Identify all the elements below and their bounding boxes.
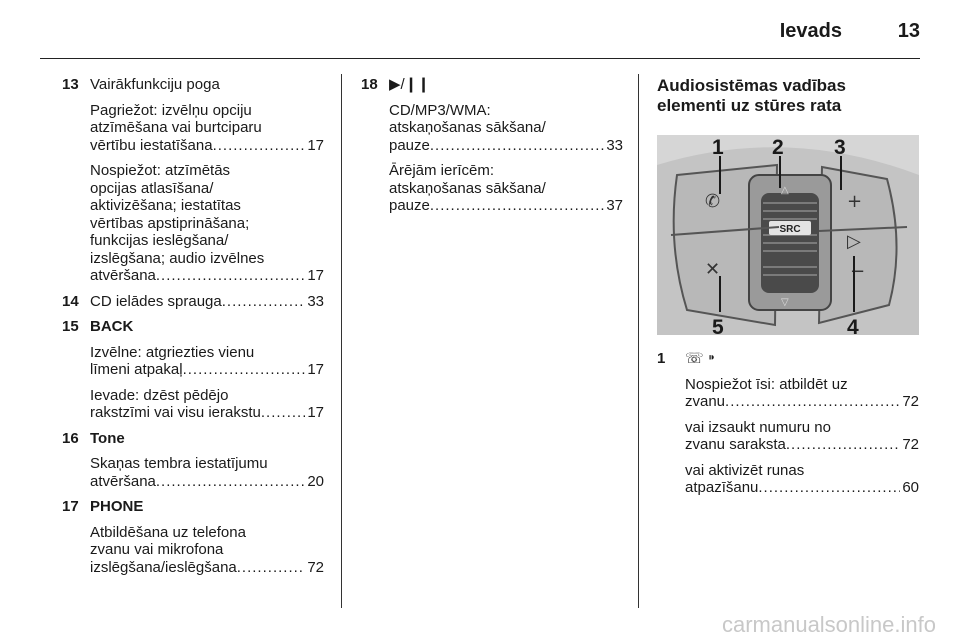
header-rule [40, 58, 920, 59]
entry-paragraph [685, 419, 919, 454]
callout-label-2: 2 [772, 136, 784, 159]
leader-text: atpazīšanu [685, 479, 759, 496]
callout-label-5: 5 [712, 316, 724, 339]
entry-number: 1 [657, 350, 666, 367]
entry-paragraph [389, 102, 623, 155]
leader-line [90, 404, 324, 422]
section-heading: Audiosistēmas vadības elementi uz stūres rata [657, 76, 846, 115]
paragraph-line: vai izsaukt numuru no [685, 418, 831, 436]
paragraph-line: vai aktivizēt runas [685, 461, 805, 479]
leader-dots [430, 137, 604, 155]
entry-number: 15 [62, 318, 79, 335]
entry-title: ▶/❙❙ [389, 76, 430, 93]
next-icon: ▷ [847, 231, 861, 252]
paragraph-line: zvanu vai mikrofona [90, 541, 224, 558]
paragraph-line: Atbildēšana uz telefona [90, 523, 246, 541]
watermark: carmanualsonline.info [721, 612, 936, 637]
entry-title: Vairākfunkciju poga [90, 76, 220, 93]
right-column [657, 76, 919, 116]
leader-dots [156, 473, 305, 491]
leader-line [90, 293, 324, 311]
middle-column [361, 76, 623, 215]
column-divider-right [638, 74, 639, 608]
leader-dots [725, 393, 900, 411]
entry-paragraph [90, 387, 324, 422]
page-reference: 17 [307, 267, 324, 284]
entry-number: 16 [62, 429, 79, 447]
leader-line [389, 197, 623, 215]
leader-line [389, 137, 623, 155]
paragraph-line: Pagriežot: izvēlņu opciju [90, 101, 252, 119]
leader-text: līmeni atpakaļ [90, 361, 183, 378]
entry-paragraph [90, 524, 324, 577]
leader-line [90, 559, 324, 577]
leader-line [90, 137, 324, 155]
entry-number: 13 [62, 76, 79, 93]
leader-text: zvanu saraksta [685, 436, 786, 453]
paragraph-line: Ievade: dzēst pēdējo [90, 386, 229, 404]
leader-dots [786, 436, 900, 454]
callout-overlay [657, 128, 919, 343]
entry-item [62, 318, 324, 422]
leader-dots [261, 404, 305, 422]
phone-icon: ✆ [705, 191, 721, 212]
page-number: 13 [897, 20, 920, 42]
page-reference: 37 [606, 197, 623, 214]
paragraph-line: Nospiežot: atzīmētās [90, 162, 231, 179]
entry-title: BACK [90, 318, 134, 335]
entry-item [62, 498, 324, 576]
paragraph-line: izslēgšana; audio izvēlnes [90, 249, 265, 267]
leader-line [685, 393, 919, 411]
leader-line [685, 479, 919, 497]
page-reference: 72 [902, 393, 919, 410]
page-reference: 72 [307, 558, 324, 576]
paragraph-line: Izvēlne: atgriezties vienu [90, 343, 255, 361]
callout-label-1: 1 [712, 136, 724, 159]
leader-line [685, 436, 919, 454]
paragraph-line: atskaņošanas sākšana/ [389, 179, 546, 197]
entry-paragraph [90, 344, 324, 379]
column-divider-left [341, 74, 342, 608]
paragraph-line: Nospiežot īsi: atbildēt uz [685, 375, 848, 393]
paragraph-line: vērtības apstiprināšana; [90, 214, 250, 232]
src-button-label: SRC [779, 224, 801, 235]
paragraph-line: Ārējām ierīcēm: [389, 162, 495, 179]
leader-text: pauze [389, 197, 430, 214]
entry-item [361, 76, 623, 215]
leader-dots [222, 293, 306, 311]
leader-text: vērtību iestatīšana [90, 136, 213, 154]
up-arrow-icon: △ [781, 185, 789, 196]
entry-number: 17 [62, 498, 79, 515]
leader-text: izslēgšana/ieslēgšana [90, 558, 237, 576]
leader-text: CD ielādes sprauga [90, 292, 222, 310]
down-arrow-icon: ▽ [781, 297, 789, 308]
page-reference: 33 [307, 292, 324, 310]
entry-paragraph [685, 376, 919, 411]
entry-title: ☏ ⁍ [685, 350, 716, 367]
paragraph-line: funkcijas ieslēgšana/ [90, 232, 229, 249]
leader-dots [237, 559, 306, 577]
entry-paragraph [685, 462, 919, 497]
entry-item [62, 430, 324, 491]
page-header [0, 0, 960, 62]
leader-dots [156, 267, 305, 285]
page-reference: 72 [902, 436, 919, 453]
volume-up-icon: + [847, 191, 863, 212]
paragraph-line: Skaņas tembra iestatījumu [90, 455, 268, 472]
entry-title: Tone [90, 429, 125, 447]
entry-item [62, 293, 324, 311]
entry-paragraph [90, 102, 324, 155]
leader-line [90, 473, 324, 491]
leader-text: zvanu [685, 393, 726, 410]
callout-label-3: 3 [834, 136, 846, 159]
leader-dots [213, 137, 306, 155]
leader-line [90, 361, 324, 379]
entry-title: PHONE [90, 498, 144, 515]
leader-dots [758, 479, 900, 497]
page-reference: 17 [307, 136, 324, 154]
entry-number: 14 [62, 292, 79, 310]
left-column [62, 76, 324, 576]
leader-text: atvēršana [90, 267, 156, 284]
entry-paragraph [90, 455, 324, 490]
entry-number: 18 [361, 76, 378, 93]
entry-paragraph [389, 162, 623, 215]
paragraph-line: atzīmēšana vai burtciparu [90, 119, 262, 136]
page-reference: 17 [307, 361, 324, 378]
paragraph-line: CD/MP3/WMA: [389, 101, 491, 119]
callout-label-4: 4 [847, 316, 859, 339]
entry-paragraph [90, 162, 324, 285]
right-column-entry [657, 350, 919, 497]
page-title: Ievads [779, 20, 842, 42]
volume-down-icon: − [850, 261, 866, 282]
leader-line [90, 267, 324, 285]
paragraph-line: aktivizēšana; iestatītas [90, 197, 241, 214]
paragraph-line: opcijas atlasīšana/ [90, 179, 214, 197]
page-reference: 20 [307, 472, 324, 490]
leader-dots [183, 361, 306, 379]
entry-item [657, 350, 919, 497]
page-reference: 60 [902, 479, 919, 496]
leader-text: atvēršana [90, 472, 156, 490]
page-reference: 33 [606, 136, 623, 154]
entry-item [62, 76, 324, 285]
leader-dots [430, 197, 604, 215]
page-reference: 17 [307, 404, 324, 421]
mute-icon: ✕ [705, 259, 721, 280]
paragraph-line: atskaņošanas sākšana/ [389, 119, 546, 136]
leader-text: rakstzīmi vai visu ierakstu [90, 404, 261, 421]
leader-text: pauze [389, 136, 430, 154]
